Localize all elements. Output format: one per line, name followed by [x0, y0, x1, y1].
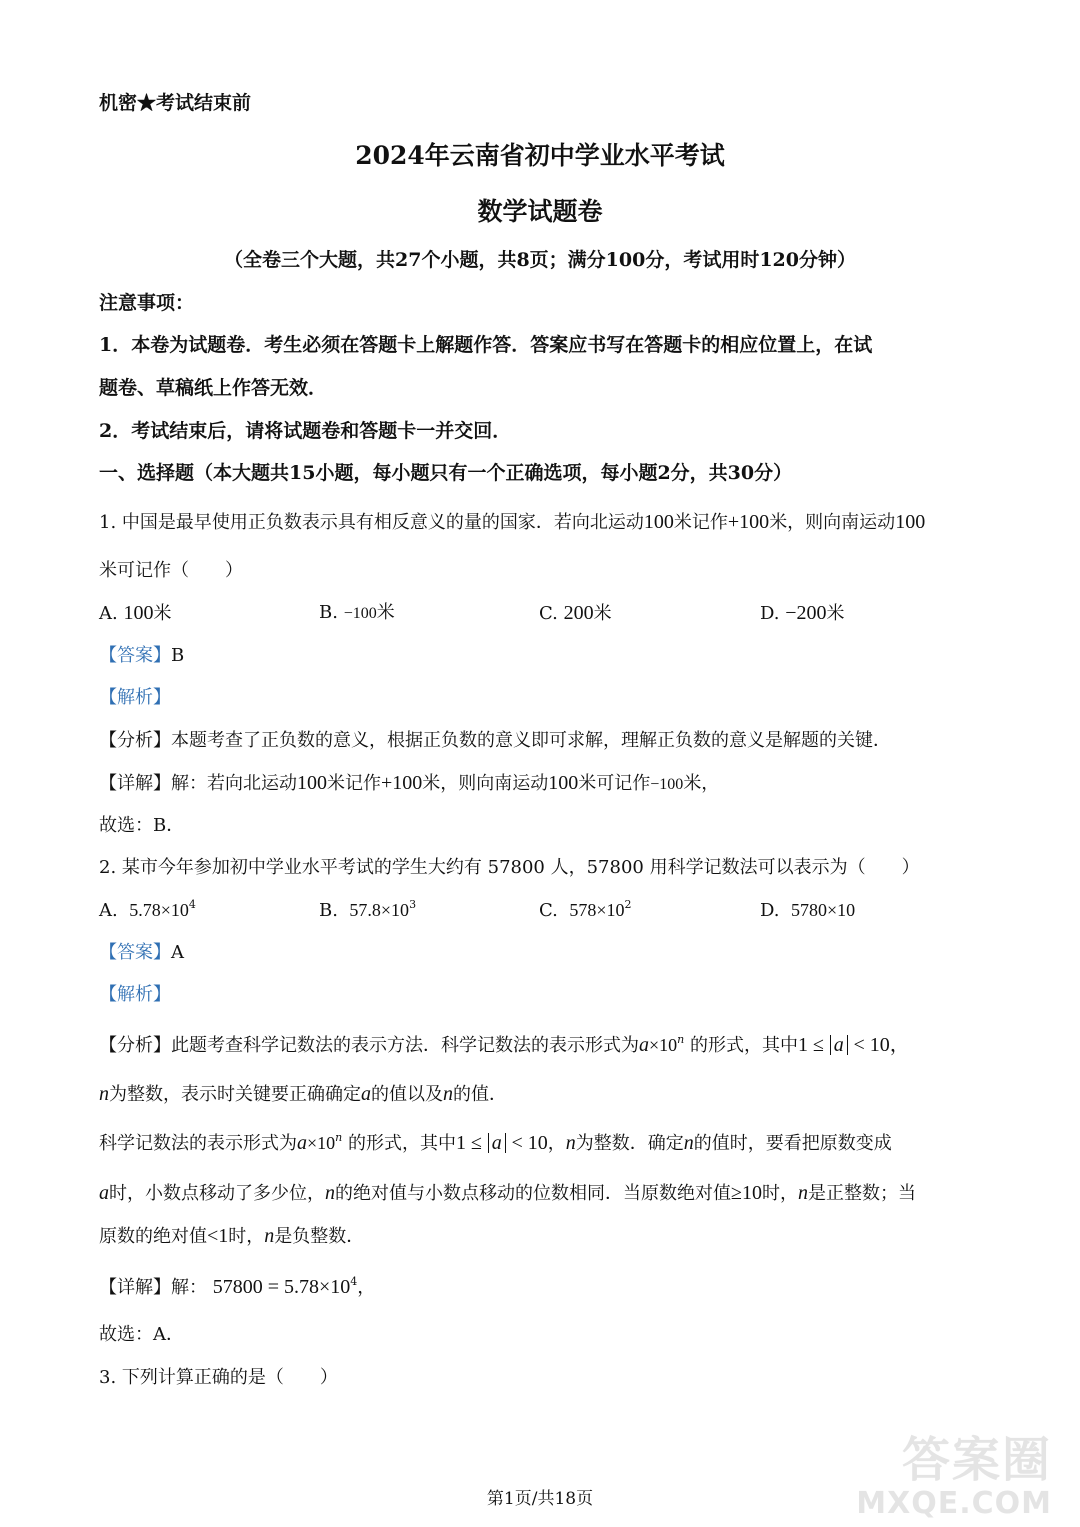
math-var: n	[683, 1132, 694, 1154]
option-label: B.	[319, 602, 338, 623]
q2-stem: 2. 某市今年参加初中学业水平考试的学生大约有 57800 人，57800 用科学记数法可以表示为（ ）	[99, 857, 920, 878]
math-expr: 1 ≤	[455, 1132, 482, 1154]
math-expr: ≥10	[731, 1182, 762, 1204]
math-expr: < 10，	[853, 1034, 910, 1056]
option-label: C.	[539, 900, 558, 921]
q2-detail	[99, 1274, 375, 1301]
para-text: 时，	[228, 1226, 265, 1247]
q1-stem-b: 米，则向南运动	[769, 512, 896, 533]
q1-choice: 故选：B．	[99, 815, 185, 836]
fenxi-text: 的值以及	[371, 1084, 443, 1105]
para-text: 时，小数点移动了多少位，	[109, 1183, 325, 1204]
watermark	[856, 1421, 1052, 1521]
q2-para2-line3	[99, 1223, 364, 1250]
fenxi-text: 的形式，其中	[689, 1035, 798, 1056]
fenxi-text: 为整数，表示时关键要正确确定	[109, 1084, 361, 1105]
note-item-1-cont: 题卷、草稿纸上作答无效．	[99, 377, 328, 399]
math-expr: ×10	[649, 1035, 678, 1055]
fenxi-tag: 【分析】	[99, 1035, 171, 1056]
q2-option-a	[99, 897, 196, 924]
detail-num: +100	[381, 772, 423, 794]
q1-stem-a: 1. 中国是最早使用正负数表示具有相反意义的量的国家．若向北运动	[99, 512, 644, 533]
answer-tag: 【答案】	[99, 645, 171, 666]
q1-fenxi	[99, 728, 891, 754]
option-value: 200	[563, 602, 594, 624]
math-expr: 57800 = 5.78×10	[212, 1276, 351, 1298]
para-text: 是正整数；当	[807, 1183, 916, 1204]
detail-text: 解：若向北运动	[171, 773, 297, 794]
note-item-1: 1．本卷为试题卷．考生必须在答题卡上解题作答．答案应书写在答题卡的相应位置上，在试	[99, 334, 873, 356]
watermark-site: MXQE.COM	[856, 1486, 1052, 1521]
q2-analysis-tag: 【解析】	[99, 984, 171, 1005]
para-text: 的值时，要看把原数变成	[693, 1133, 892, 1154]
q1-plus-100: +100	[727, 511, 770, 533]
notes-heading: 注意事项：	[99, 292, 195, 314]
note-item-2: 2．考试结束后，请将试题卷和答题卡一并交回．	[99, 420, 512, 442]
para-text: ，	[547, 1133, 566, 1154]
abs-a: a	[830, 1035, 848, 1055]
answer-value: B	[171, 645, 185, 666]
fenxi-text: 的值．	[453, 1084, 507, 1105]
math-expr: ×10	[307, 1133, 336, 1153]
q1-option-d	[760, 600, 845, 627]
math-var: a	[361, 1083, 371, 1105]
option-value: 57.8×10	[349, 900, 410, 920]
exam-title: 2024年云南省初中学业水平考试	[355, 141, 725, 170]
fenxi-text: 本题考查了正负数的意义，根据正负数的意义即可求解，理解正负数的意义是解题的关键．	[171, 730, 891, 751]
detail-text: 米可记作	[578, 773, 651, 794]
q2-choice: 故选：A．	[99, 1324, 184, 1345]
math-var: n	[99, 1083, 109, 1105]
para-text: 为整数．确定	[575, 1133, 684, 1154]
math-expr: 1 ≤	[797, 1034, 824, 1056]
q1-detail	[99, 770, 719, 798]
option-unit: 米	[593, 603, 612, 624]
detail-num: 100	[548, 772, 579, 794]
answer-value: A	[171, 942, 184, 963]
confidential-label: 机密★考试结束前	[99, 92, 252, 114]
q1-num-100: 100	[643, 511, 674, 533]
para-text: 是负整数．	[274, 1226, 365, 1247]
math-var: a	[297, 1132, 307, 1154]
q1-stem-line2: 米可记作（ ）	[99, 560, 243, 581]
q2-option-c	[539, 897, 631, 924]
para-text: 原数的绝对值	[99, 1226, 207, 1247]
q2-option-d	[760, 897, 855, 924]
math-var: a	[99, 1182, 109, 1204]
q1-unit-ji: 米记作	[673, 512, 728, 533]
math-expr: < 10	[511, 1132, 548, 1154]
option-value: 100	[123, 602, 154, 624]
option-unit: 米	[153, 603, 172, 624]
q3-stem: 3. 下列计算正确的是（ ）	[99, 1367, 338, 1388]
detail-text: ，	[357, 1277, 376, 1298]
option-label: D.	[760, 900, 780, 921]
option-label: A.	[99, 603, 118, 624]
q1-option-b	[319, 600, 395, 627]
para-text: 时，	[761, 1183, 798, 1204]
section-1-heading: 一、选择题（本大题共15小题，每小题只有一个正确选项，每小题2分，共30分）	[99, 462, 793, 484]
math-var: n	[565, 1132, 576, 1154]
math-var: a	[639, 1034, 649, 1056]
q1-analysis-tag: 【解析】	[99, 687, 171, 708]
para-text: 的形式，其中	[347, 1133, 456, 1154]
math-var: n	[325, 1182, 335, 1204]
option-value: 578×10	[569, 900, 625, 920]
q2-answer	[99, 940, 184, 966]
q1-num-100-b: 100	[895, 511, 926, 533]
math-var: n	[443, 1083, 453, 1105]
detail-tag: 【详解】	[99, 1277, 171, 1298]
detail-tag: 【详解】	[99, 773, 171, 794]
option-label: B.	[319, 900, 338, 921]
q2-para2-line2	[99, 1180, 916, 1207]
math-var: n	[264, 1225, 275, 1247]
paper-subtitle: 数学试题卷	[477, 197, 603, 226]
option-value: 5780×10	[790, 900, 856, 920]
detail-num: 100	[297, 772, 327, 794]
option-label: D.	[760, 603, 780, 624]
q1-stem	[99, 509, 925, 536]
detail-num: −100	[650, 776, 684, 793]
math-exponent: n	[335, 1131, 343, 1144]
fenxi-tag: 【分析】	[99, 730, 171, 751]
q2-option-b	[319, 897, 416, 924]
detail-text: 米，	[683, 773, 720, 794]
para-text: 科学记数法的表示形式为	[99, 1133, 297, 1154]
q1-answer	[99, 643, 184, 669]
watermark-logo: 答案圈	[901, 1432, 1052, 1488]
q2-fenxi-line1	[99, 1032, 910, 1059]
page-number: 第1页/共18页	[486, 1489, 594, 1509]
q1-option-a	[99, 600, 171, 627]
math-exponent: 4	[350, 1275, 358, 1288]
math-exponent: n	[677, 1033, 685, 1046]
q2-fenxi-line2	[99, 1081, 507, 1108]
option-unit: 米	[826, 603, 845, 624]
exam-info: （全卷三个大题，共27个小题，共8页；满分100分，考试用时120分钟）	[224, 249, 856, 271]
option-value: 5.78×10	[129, 900, 189, 920]
detail-text: 解：	[171, 1277, 207, 1298]
option-value: −200	[785, 602, 827, 624]
q1-option-c	[539, 600, 612, 627]
option-label: C.	[539, 603, 558, 624]
detail-text: 米记作	[327, 773, 381, 794]
option-value: −100	[343, 605, 377, 622]
answer-tag: 【答案】	[99, 942, 171, 963]
math-var: n	[797, 1182, 808, 1204]
para-text: 的绝对值与小数点移动的位数相同．当原数绝对值	[335, 1183, 731, 1204]
option-label: A.	[99, 900, 118, 921]
abs-a: a	[488, 1133, 506, 1153]
detail-text: 米，则向南运动	[422, 773, 549, 794]
fenxi-text: 此题考查科学记数法的表示方法．科学记数法的表示形式为	[171, 1035, 639, 1056]
q2-para2-line1	[99, 1130, 892, 1157]
option-exponent: 4	[188, 898, 196, 911]
option-exponent: 2	[624, 898, 632, 911]
math-expr: <1	[207, 1225, 229, 1247]
option-exponent: 3	[409, 898, 417, 911]
option-unit: 米	[376, 602, 395, 623]
